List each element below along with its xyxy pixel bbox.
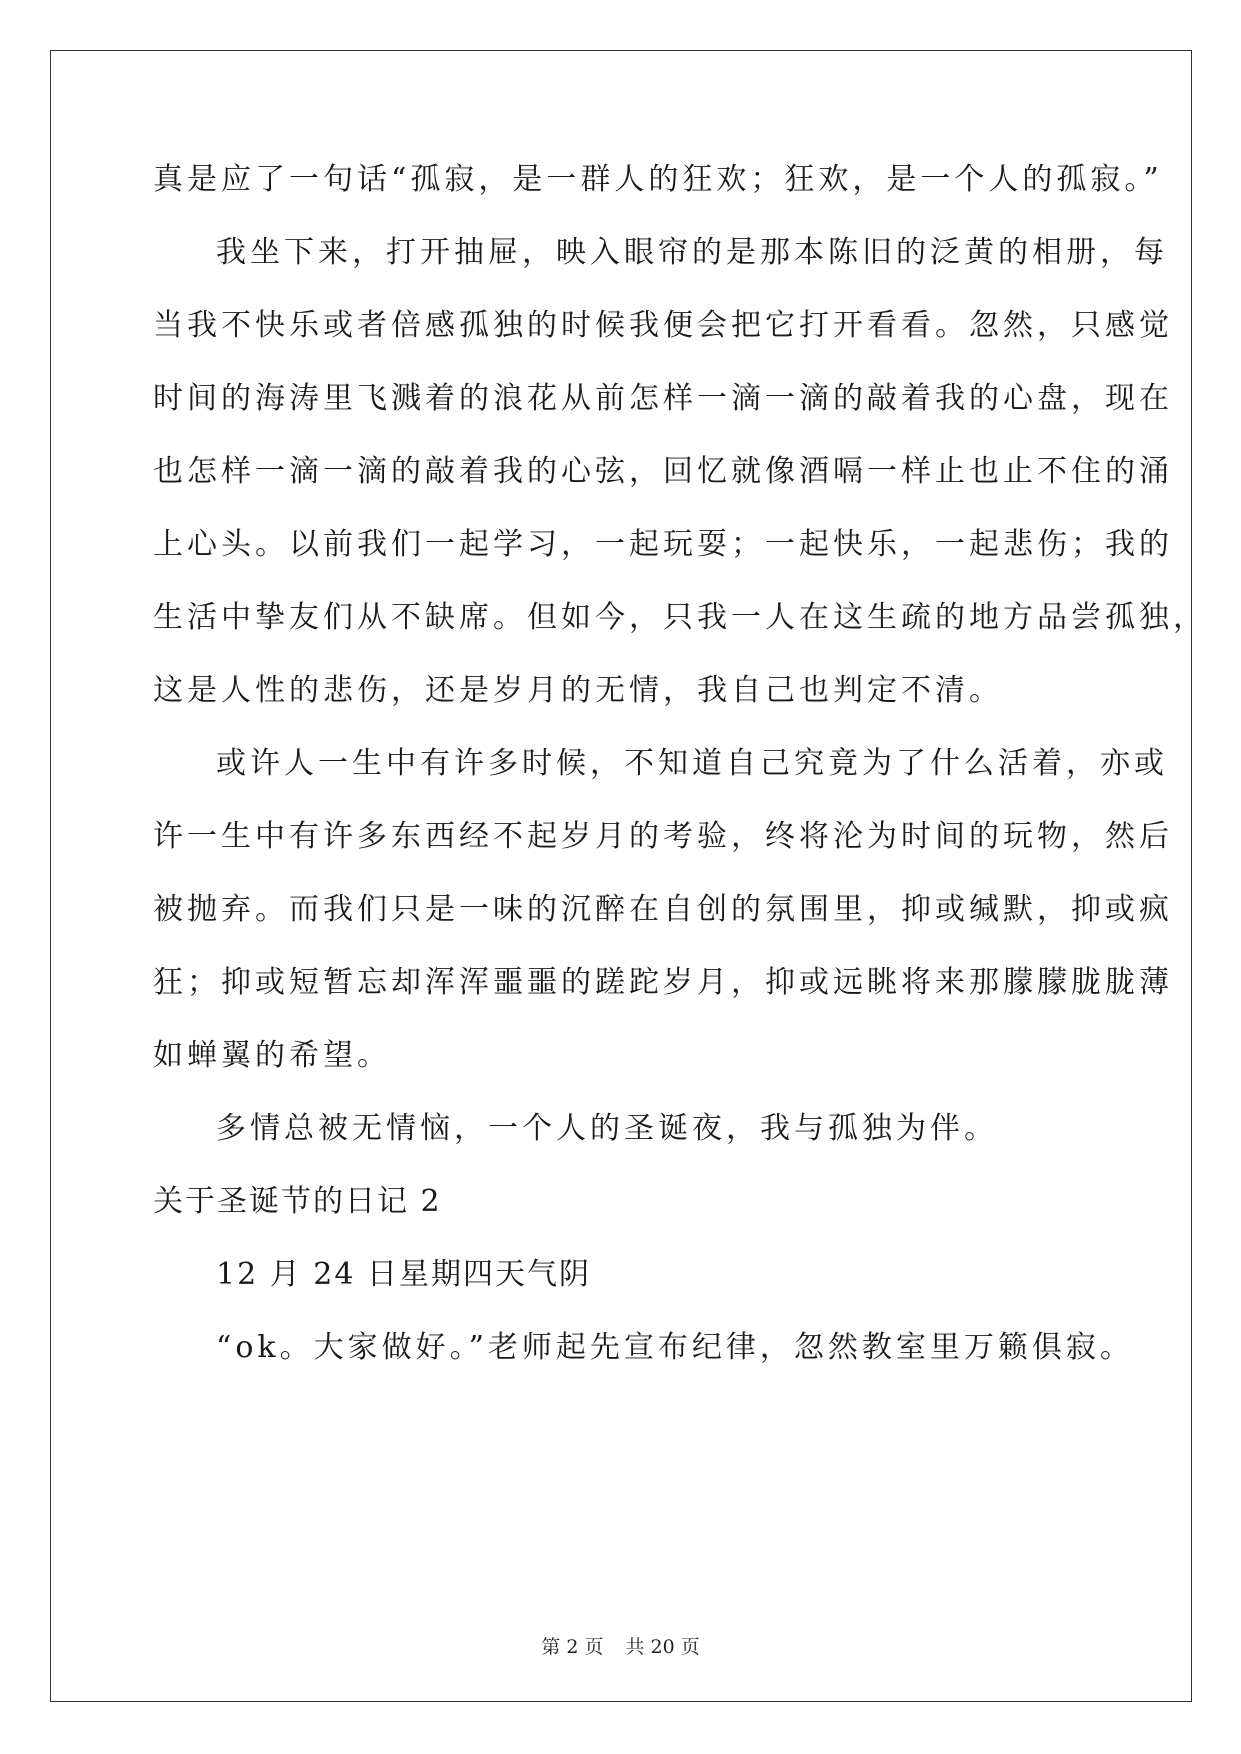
page-footer — [0, 1632, 1241, 1659]
paragraph-start-line: “ok。大家做好。”老师起先宣布纪律，忽然教室里万籁俱寂。 — [216, 1330, 1134, 1365]
text-line: 生活中挚友们从不缺席。但如今，只我一人在这生疏的地方品尝孤独， — [153, 600, 1207, 635]
text-line: 狂；抑或短暂忘却浑浑噩噩的蹉跎岁月，抑或远眺将来那朦朦胧胧薄 — [153, 965, 1173, 1000]
text-line: 真是应了一句话“孤寂，是一群人的狂欢；狂欢，是一个人的孤寂。” — [153, 162, 1163, 197]
page-total: 共 20 页 — [625, 1636, 700, 1658]
page-border — [50, 50, 1192, 1702]
date-line: 12 月 24 日星期四天气阴 — [216, 1257, 591, 1292]
text-line: 许一生中有许多东西经不起岁月的考验，终将沦为时间的玩物，然后 — [153, 819, 1173, 854]
text-line: 上心头。以前我们一起学习，一起玩耍；一起快乐，一起悲伤；我的 — [153, 527, 1173, 562]
paragraph-start-line: 我坐下来，打开抽屉，映入眼帘的是那本陈旧的泛黄的相册，每 — [216, 235, 1168, 270]
text-line: 这是人性的悲伤，还是岁月的无情，我自己也判定不清。 — [153, 673, 1003, 708]
text-line: 当我不快乐或者倍感孤独的时候我便会把它打开看看。忽然，只感觉 — [153, 308, 1173, 343]
paragraph-start-line: 多情总被无情恼，一个人的圣诞夜，我与孤独为伴。 — [216, 1111, 998, 1146]
text-line: 被抛弃。而我们只是一味的沉醉在自创的氛围里，抑或缄默，抑或疯 — [153, 892, 1173, 927]
text-line: 也怎样一滴一滴的敲着我的心弦，回忆就像酒嗝一样止也止不住的涌 — [153, 454, 1173, 489]
text-line: 时间的海涛里飞溅着的浪花从前怎样一滴一滴的敲着我的心盘，现在 — [153, 381, 1173, 416]
paragraph-start-line: 或许人一生中有许多时候，不知道自己究竟为了什么活着，亦或 — [216, 746, 1168, 781]
section-heading: 关于圣诞节的日记 2 — [153, 1184, 442, 1219]
text-line: 如蝉翼的希望。 — [153, 1038, 391, 1073]
page-number: 第 2 页 — [541, 1636, 604, 1658]
